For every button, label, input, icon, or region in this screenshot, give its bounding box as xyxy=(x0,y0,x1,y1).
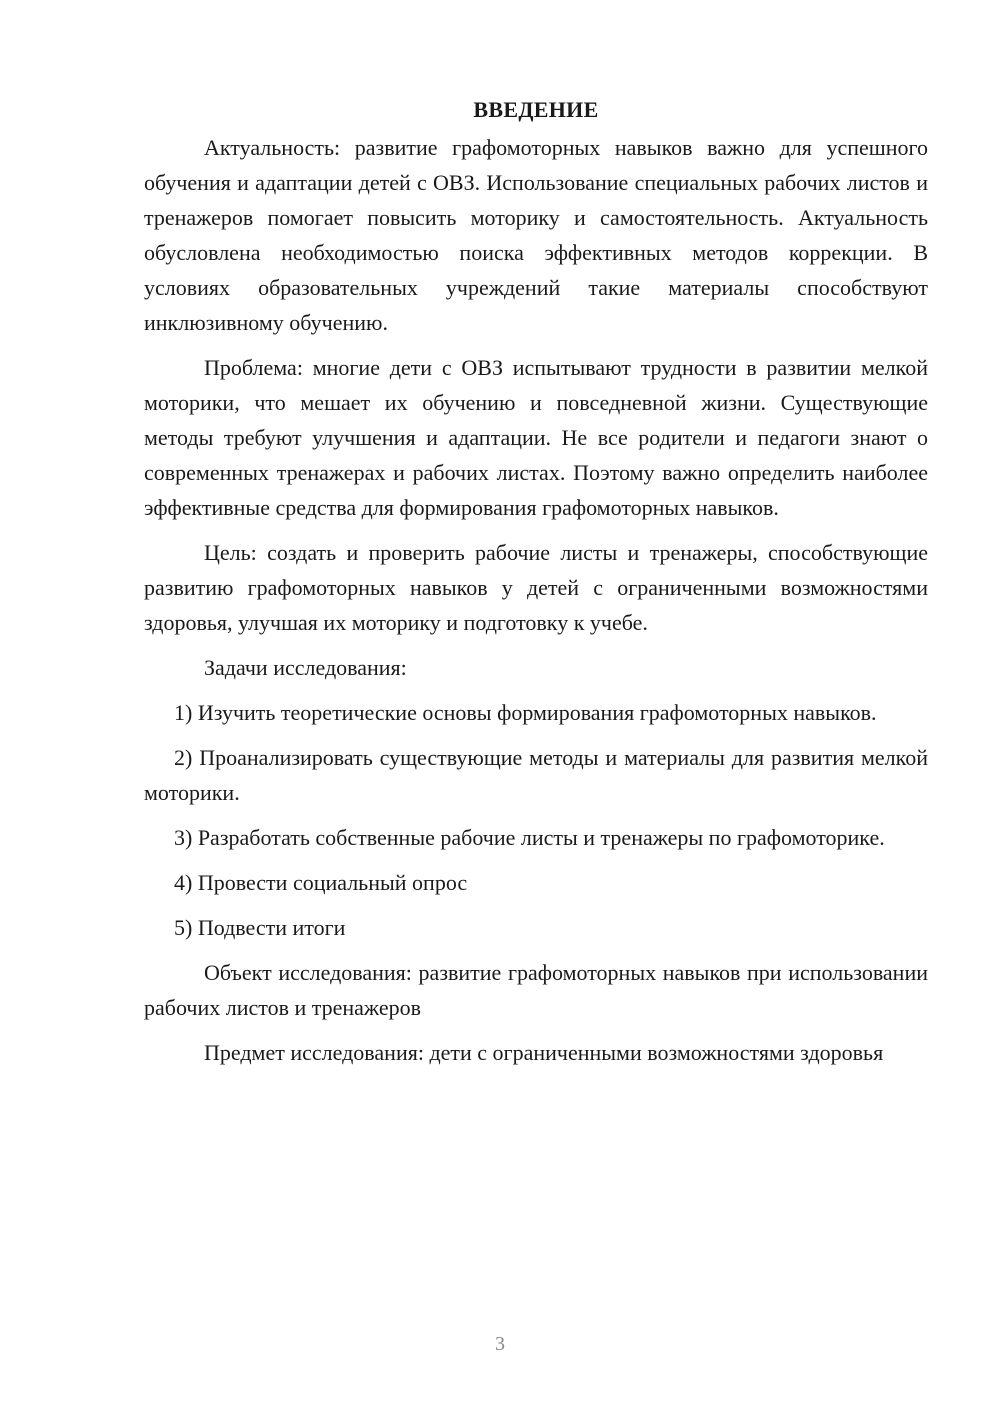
task-item-2: 2) Проанализировать существующие методы и материалы для развития мелкой моторики. xyxy=(144,745,928,805)
problem-paragraph: Проблема: многие дети с ОВЗ испытывают трудности в развитии мелкой моторики, что мешает их обучению и повседневной жизни. Существующие методы требуют улучшения и адаптации. Не все родители и педагоги знают о современных тренажерах и рабочих листах. Поэтому важно определить наиболее эффективные средства для формирования графомоторных навыков. xyxy=(144,355,928,520)
task-item-5: 5) Подвести итоги xyxy=(174,915,346,940)
task-item-4: 4) Провести социальный опрос xyxy=(174,870,468,895)
page-number: 3 xyxy=(495,1333,505,1355)
relevance-paragraph: Актуальность: развитие графомоторных навыков важно для успешного обучения и адаптации детей с ОВЗ. Использование специальных рабочих листов и тренажеров помогает повысить моторику и самостоятельность. Актуальность обусловлена необходимостью поиска эффективных методов коррекции. В условиях образовательных учреждений такие материалы способствуют инклюзивному обучению. xyxy=(144,135,928,335)
goal-paragraph: Цель: создать и проверить рабочие листы и тренажеры, способствующие развитию графомоторных навыков у детей с ограниченными возможностями здоровья, улучшая их моторику и подготовку к учебе. xyxy=(144,540,928,635)
research-object-paragraph: Объект исследования: развитие графомоторных навыков при использовании рабочих листов и тренажеров xyxy=(144,960,928,1020)
task-item-1: 1) Изучить теоретические основы формирования графомоторных навыков. xyxy=(174,700,877,725)
section-title: ВВЕДЕНИЕ xyxy=(473,97,599,122)
page-content xyxy=(144,90,928,1080)
tasks-heading: Задачи исследования: xyxy=(204,655,407,680)
research-subject-paragraph: Предмет исследования: дети с ограниченными возможностями здоровья xyxy=(204,1040,884,1065)
task-item-3: 3) Разработать собственные рабочие листы и тренажеры по графомоторике. xyxy=(174,825,885,850)
